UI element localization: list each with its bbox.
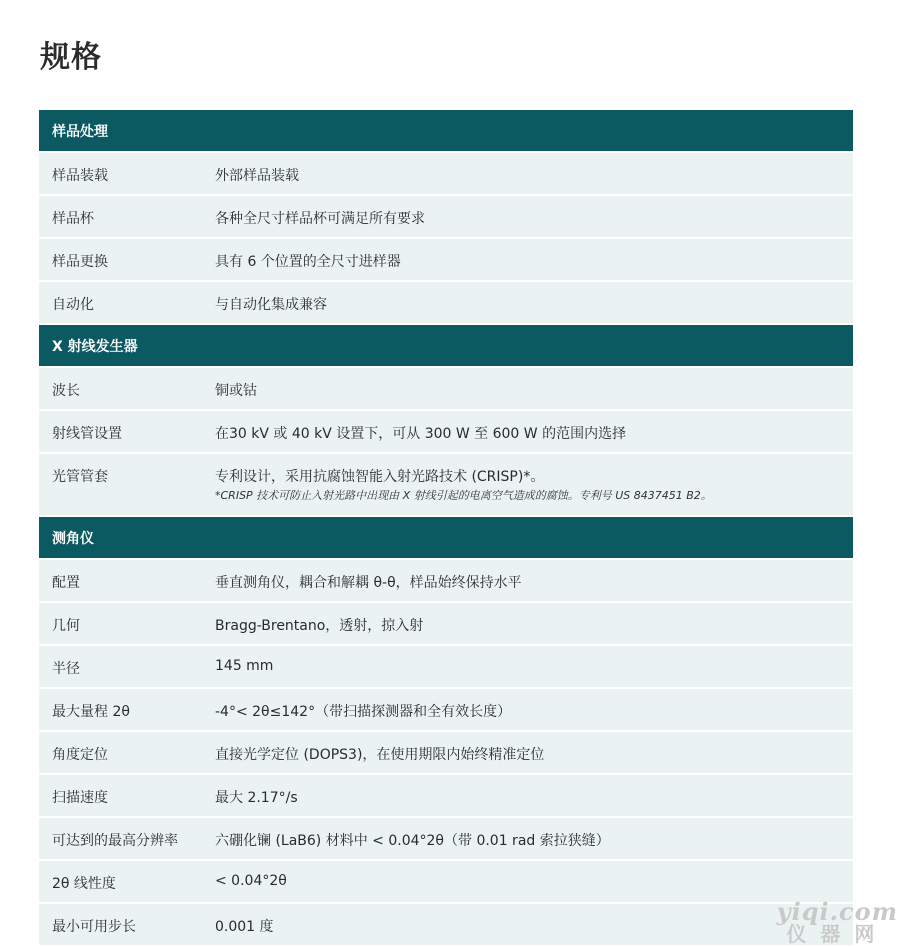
row-value: 外部样品装载 xyxy=(215,168,299,184)
row-label: 射线管设置 xyxy=(52,426,122,442)
row-value: 六硼化镧 (LaB6) 材料中 < 0.04°2θ（带 0.01 rad 索拉狭缝） xyxy=(215,833,610,849)
row-label: 样品杯 xyxy=(52,211,94,227)
table-row xyxy=(39,411,853,452)
table-row xyxy=(39,239,853,280)
table-row xyxy=(39,646,853,687)
row-value: 具有 6 个位置的全尺寸进样器 xyxy=(215,254,401,270)
table-row xyxy=(39,689,853,730)
section-header-xray-generator: X 射线发生器 xyxy=(39,325,853,366)
row-label: 角度定位 xyxy=(52,747,108,763)
table-row xyxy=(39,560,853,601)
row-value: 垂直测角仪，耦合和解耦 θ-θ，样品始终保持水平 xyxy=(215,575,522,591)
table-row xyxy=(39,861,853,902)
table-row xyxy=(39,153,853,194)
table-row xyxy=(39,904,853,945)
table-row xyxy=(39,775,853,816)
section-header-sample-handling: 样品处理 xyxy=(39,110,853,151)
row-value: 145 mm xyxy=(215,658,274,674)
row-label: 2θ 线性度 xyxy=(52,876,116,892)
row-label: 最小可用步长 xyxy=(52,919,136,935)
row-value: -4°< 2θ≤142°（带扫描探测器和全有效长度） xyxy=(215,704,512,720)
table-row xyxy=(39,732,853,773)
table-row xyxy=(39,196,853,237)
row-label: 光管管套 xyxy=(52,469,108,485)
row-label: 几何 xyxy=(52,618,80,634)
row-label: 配置 xyxy=(52,575,80,591)
watermark-logo xyxy=(776,897,898,946)
row-value: 与自动化集成兼容 xyxy=(215,297,327,313)
spec-table xyxy=(39,110,853,947)
row-label: 样品更换 xyxy=(52,254,108,270)
row-value: 铜或钴 xyxy=(215,383,257,399)
row-value: 最大 2.17°/s xyxy=(215,790,298,806)
page-title: 规格 xyxy=(40,40,102,75)
row-label: 样品装载 xyxy=(52,168,108,184)
section-header-goniometer: 测角仪 xyxy=(39,517,853,558)
row-label: 最大量程 2θ xyxy=(52,704,130,720)
row-value: 直接光学定位 (DOPS3)，在使用期限内始终精准定位 xyxy=(215,747,545,763)
row-value-text: 专利设计，采用抗腐蚀智能入射光路技术 (CRISP)*。 xyxy=(215,469,545,485)
row-label: 波长 xyxy=(52,383,80,399)
watermark-line1: yiqi.com xyxy=(776,897,898,926)
table-row xyxy=(39,603,853,644)
watermark-line2: 仪器网 xyxy=(786,922,889,946)
row-value xyxy=(215,454,853,503)
row-label: 扫描速度 xyxy=(52,790,108,806)
table-row xyxy=(39,282,853,323)
row-label: 自动化 xyxy=(52,297,94,313)
row-value: 0.001 度 xyxy=(215,919,274,935)
footnote: *CRISP 技术可防止入射光路中出现由 X 射线引起的电离空气造成的腐蚀。专利号 US 8437451 B2。 xyxy=(215,489,712,502)
table-row xyxy=(39,368,853,409)
row-label: 半径 xyxy=(52,661,80,677)
row-value: Bragg-Brentano，透射，掠入射 xyxy=(215,618,424,634)
row-label: 可达到的最高分辨率 xyxy=(52,833,178,849)
row-value: < 0.04°2θ xyxy=(215,873,287,889)
row-value: 在30 kV 或 40 kV 设置下，可从 300 W 至 600 W 的范围内选择 xyxy=(215,426,627,442)
table-row xyxy=(39,818,853,859)
table-row xyxy=(39,454,853,515)
row-value: 各种全尺寸样品杯可满足所有要求 xyxy=(215,211,425,227)
